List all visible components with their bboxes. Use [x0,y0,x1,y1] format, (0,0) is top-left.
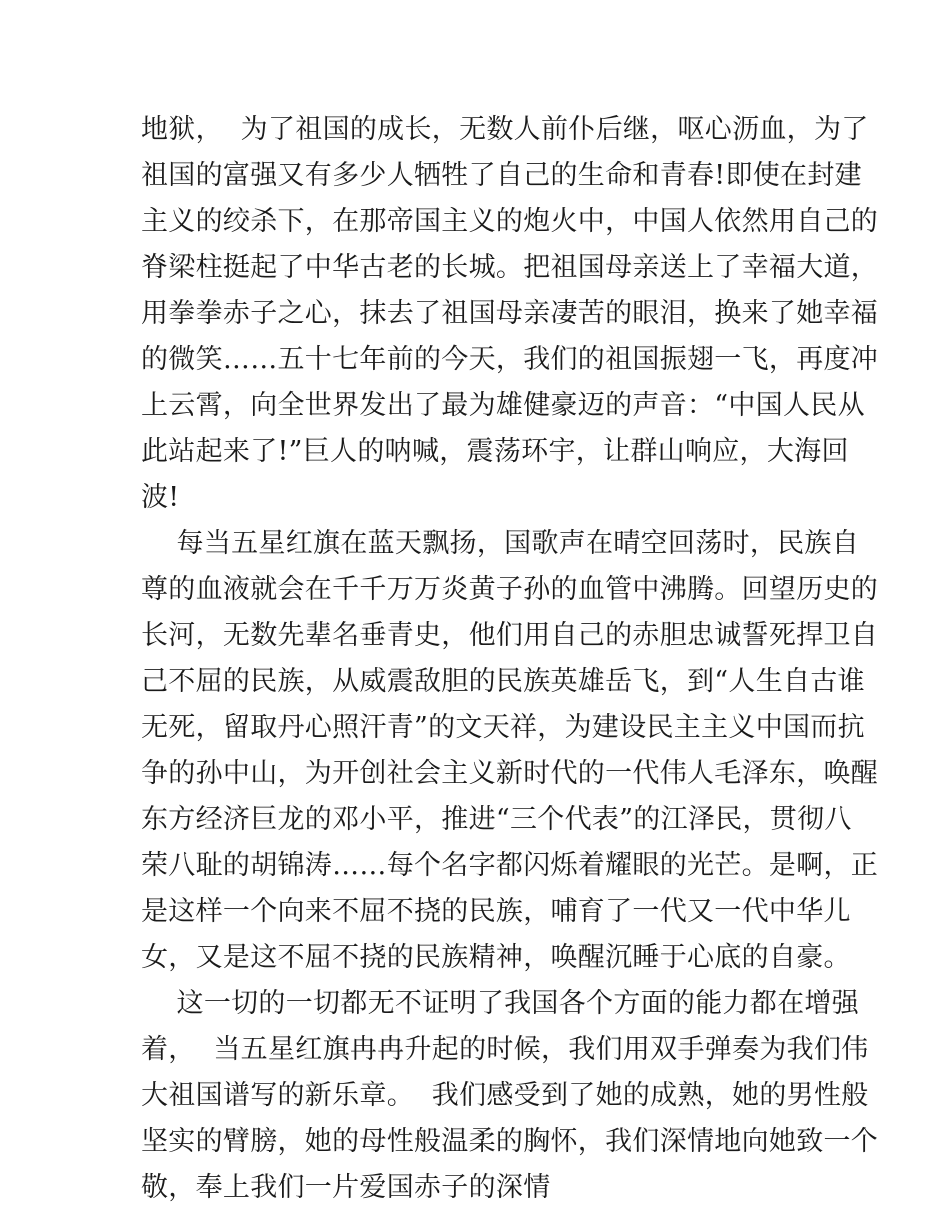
text-line: 上云霄，向全世界发出了最为雄健豪迈的声音：“中国人民从 [141,390,865,421]
text-line: 祖国的富强又有多少人牺牲了自己的生命和青春!即使在封建 [141,160,862,191]
text-line: 地狱， 为了祖国的成长，无数人前仆后继，呕心沥血，为了 [141,114,869,145]
text-line: 每当五星红旗在蓝天飘扬，国歌声在晴空回荡时，民族自 [141,528,860,559]
text-line: 坚实的臂膀，她的母性般温柔的胸怀，我们深情地向她致一个 [141,1126,879,1157]
text-line: 无死，留取丹心照汗青”的文天祥，为建设民主主义中国而抗 [141,712,865,743]
text-line: 女，又是这不屈不挠的民族精神，唤醒沉睡于心底的自豪。 [141,942,851,973]
text-line: 用拳拳赤子之心，抹去了祖国母亲凄苦的眼泪，换来了她幸福 [141,298,879,329]
text-line: 脊梁柱挺起了中华古老的长城。把祖国母亲送上了幸福大道， [141,252,879,283]
text-line: 主义的绞杀下，在那帝国主义的炮火中，中国人依然用自己的 [141,206,879,237]
text-line: 是这样一个向来不屈不挠的民族，哺育了一代又一代中华儿 [141,896,851,927]
paragraph-3 [141,981,879,1211]
text-line: 争的孙中山，为开创社会主义新时代的一代伟人毛泽东，唤醒 [141,758,879,789]
text-line: 此站起来了!”巨人的呐喊，震荡环宇，让群山响应，大海回 [141,436,849,467]
text-line: 东方经济巨龙的邓小平，推进“三个代表”的江泽民，贯彻八 [141,804,852,835]
text-line: 大祖国谱写的新乐章。 我们感受到了她的成熟，她的男性般 [141,1080,869,1111]
text-line: 尊的血液就会在千千万万炎黄子孙的血管中沸腾。回望历史的 [141,574,879,605]
text-line: 这一切的一切都无不证明了我国各个方面的能力都在增强 [141,988,860,1019]
text-line: 着， 当五星红旗冉冉升起的时候，我们用双手弹奏为我们伟 [141,1034,869,1065]
text-line: 敬，奉上我们一片爱国赤子的深情 [141,1172,551,1203]
document-body [141,107,879,1211]
text-line: 的微笑……五十七年前的今天，我们的祖国振翅一飞，再度冲 [141,344,879,375]
text-line: 荣八耻的胡锦涛……每个名字都闪烁着耀眼的光芒。是啊，正 [141,850,879,881]
paragraph-1 [141,107,879,521]
text-line: 长河，无数先辈名垂青史，他们用自己的赤胆忠诚誓死捍卫自 [141,620,879,651]
text-line: 己不屈的民族，从威震敌胆的民族英雄岳飞，到“人生自古谁 [141,666,865,697]
text-line: 波! [141,482,180,513]
paragraph-2 [141,521,879,981]
